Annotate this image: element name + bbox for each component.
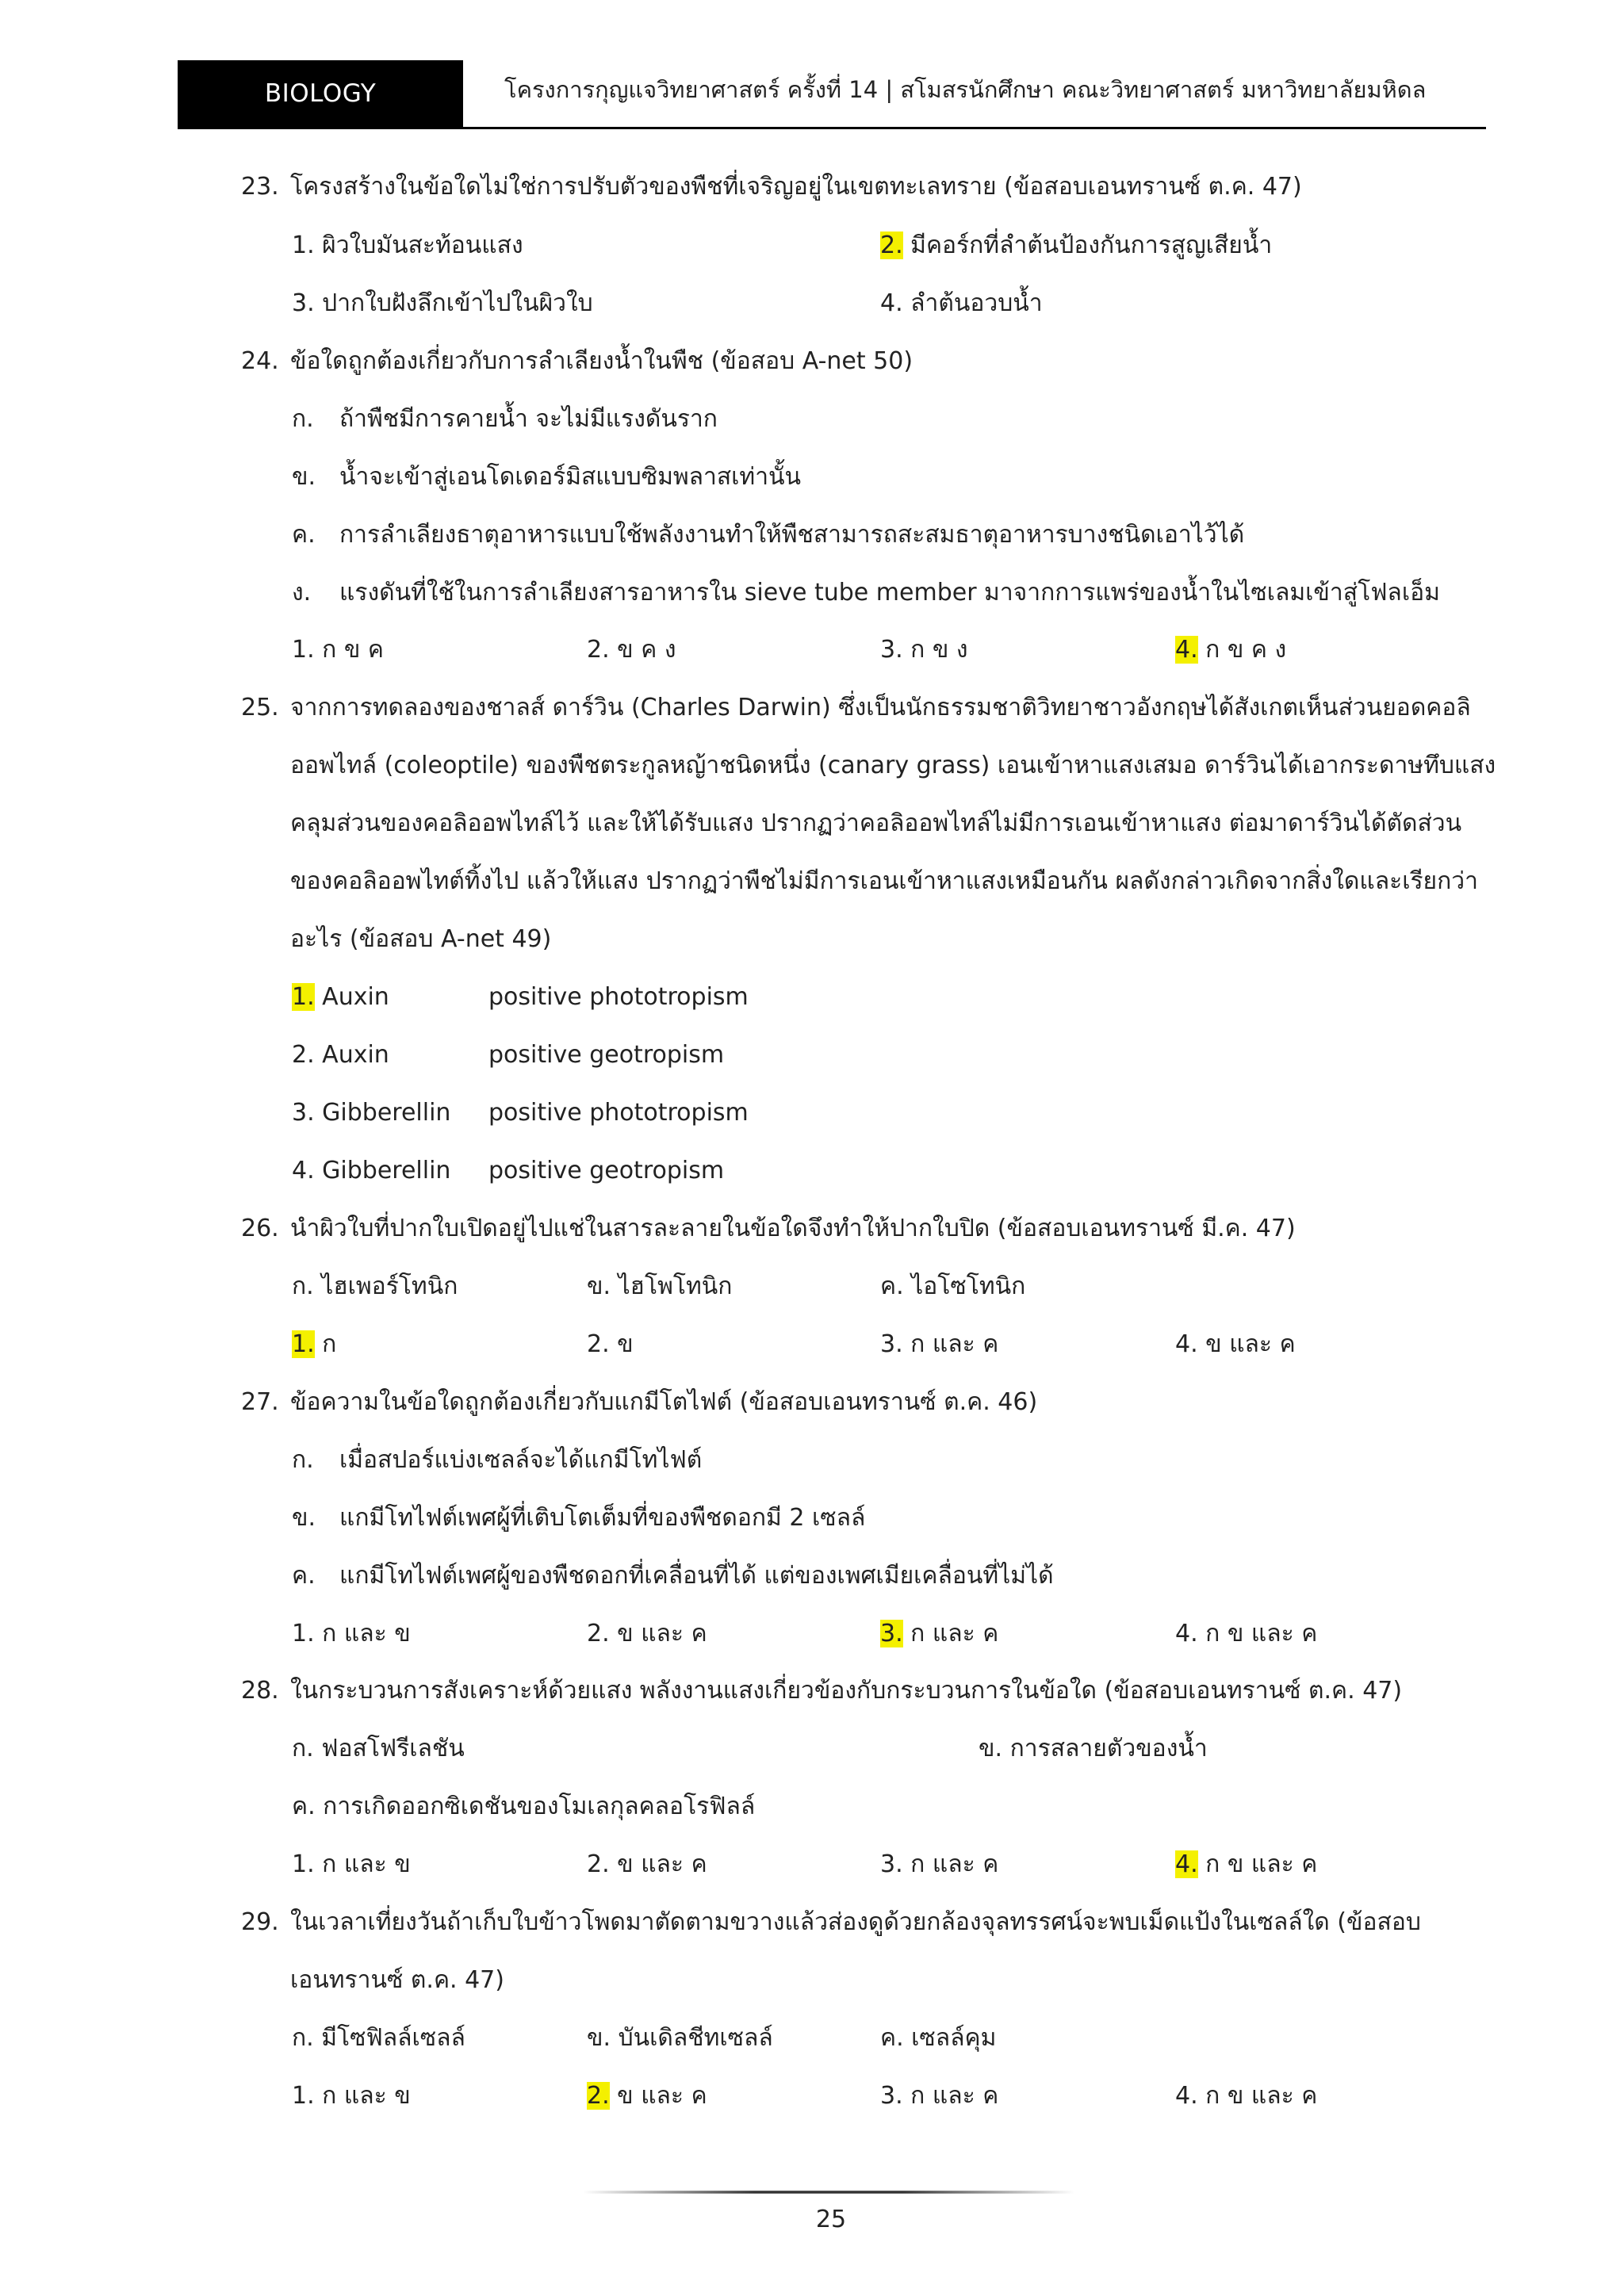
choice: 1. ก และ ข [292, 1850, 411, 1878]
choice: 4. ก ข และ ค [1175, 2082, 1318, 2110]
statement: ค. ไอโซโทนิก [880, 1272, 1026, 1300]
choice: 2. ข [587, 1330, 634, 1358]
choice-correct: 4. ก ข และ ค [1175, 1850, 1318, 1878]
choice: 1. ผิวใบมันสะท้อนแสง [292, 232, 523, 259]
statement-mark: ก. [292, 1446, 314, 1474]
statement-mark: ง. [292, 579, 312, 607]
choice: 1. ก ข ค [292, 636, 384, 664]
choice: 3. ก และ ค [880, 1330, 999, 1358]
choice-detail: positive phototropism [488, 983, 749, 1011]
question-number: 24. [241, 347, 279, 375]
choice: 4. ก ข และ ค [1175, 1620, 1318, 1647]
statement: ก. ไฮเพอร์โทนิก [292, 1272, 458, 1300]
choice: 2. ข ค ง [587, 636, 676, 664]
question-text: ออพไทล์ (coleoptile) ของพืชตระกูลหญ้าชนิดหนึ่ง (canary grass) เอนเข้าหาแสงเสมอ ดาร์วินได้เอากระดาษทึบแสง [290, 752, 1496, 779]
statement-mark: ก. [292, 405, 314, 433]
choice-detail: positive phototropism [488, 1099, 749, 1127]
choice: 1. ก และ ข [292, 2082, 411, 2110]
statement-text: ถ้าพืชมีการคายน้ำ จะไม่มีแรงดันราก [339, 405, 718, 433]
question-text: ของคอลิออพไทต์ทิ้งไป แล้วให้แสง ปรากฏว่าพืชไม่มีการเอนเข้าหาแสงเหมือนกัน ผลดังกล่าวเกิดจากสิ่งใดและเรียกว่า [290, 867, 1478, 895]
statement-text: แกมีโทไฟต์เพศผู้ที่เติบโตเต็มที่ของพืชดอกมี 2 เซลล์ [339, 1504, 866, 1532]
question-number: 26. [241, 1215, 279, 1242]
header-title: โครงการกุญแจวิทยาศาสตร์ ครั้งที่ 14 | สโมสรนักศึกษา คณะวิทยาศาสตร์ มหาวิทยาลัยมหิดล [504, 76, 1427, 103]
statement-text: น้ำจะเข้าสู่เอนโดเดอร์มิสแบบซิมพลาสเท่านั้น [339, 463, 802, 491]
question-text: คลุมส่วนของคอลิออพไทล์ไว้ และให้ได้รับแสง ปรากฏว่าคอลิออพไทล์ไม่มีการเอนเข้าหาแสง ต่อมาดาร์วินได้ตัดส่วน [290, 809, 1462, 837]
statement: ข. บันเดิลชีทเซลล์ [587, 2024, 773, 2052]
statement-text: แกมีโทไฟต์เพศผู้ของพืชดอกที่เคลื่อนที่ได้ แต่ของเพศเมียเคลื่อนที่ไม่ได้ [339, 1562, 1054, 1590]
answer-highlight: 4. [1175, 636, 1198, 664]
statement-mark: ค. [292, 1562, 316, 1590]
question-text: โครงสร้างในข้อใดไม่ใช่การปรับตัวของพืชที่เจริญอยู่ในเขตทะเลทราย (ข้อสอบเอนทรานซ์ ต.ค. 47) [290, 173, 1302, 201]
answer-highlight: 1. [292, 1330, 315, 1358]
choice-correct: 2. มีคอร์กที่ลำต้นป้องกันการสูญเสียน้ำ [880, 232, 1273, 259]
question-number: 27. [241, 1388, 279, 1416]
subject-badge [178, 60, 463, 127]
statement: ข. ไฮโพโทนิก [587, 1272, 733, 1300]
question-number: 29. [241, 1908, 279, 1936]
choice-correct: 1. Auxin [292, 983, 389, 1011]
choice: 2. ข และ ค [587, 1620, 707, 1647]
answer-highlight: 4. [1175, 1850, 1198, 1878]
page-number: 25 [815, 2206, 847, 2233]
question-text: จากการทดลองของชาลส์ ดาร์วิน (Charles Darwin) ซึ่งเป็นนักธรรมชาติวิทยาชาวอังกฤษได้สังเกตเห็นส่วนยอดคอลิ [290, 694, 1471, 721]
choice: 4. ข และ ค [1175, 1330, 1296, 1358]
statement: ค. การเกิดออกซิเดชันของโมเลกุลคลอโรฟิลล์ [292, 1793, 756, 1820]
header-divider [178, 127, 1486, 129]
choice: 1. ก และ ข [292, 1620, 411, 1647]
question-text: เอนทรานซ์ ต.ค. 47) [290, 1966, 504, 1994]
question-text: ข้อความในข้อใดถูกต้องเกี่ยวกับแกมีโตไฟต์ (ข้อสอบเอนทรานซ์ ต.ค. 46) [290, 1388, 1038, 1416]
subject-label: BIOLOGY [264, 79, 377, 108]
statement-text: แรงดันที่ใช้ในการลำเลียงสารอาหารใน sieve tube member มาจากการแพร่ของน้ำในไซเลมเข้าสู่โฟลเอ็ม [339, 579, 1440, 607]
choice-correct: 3. ก และ ค [880, 1620, 999, 1647]
choice: 4. ลำต้นอวบน้ำ [880, 289, 1043, 317]
question-text: อะไร (ข้อสอบ A-net 49) [290, 925, 552, 953]
answer-highlight: 2. [880, 232, 903, 259]
choice: 3. ปากใบฝังลึกเข้าไปในผิวใบ [292, 289, 593, 317]
question-number: 28. [241, 1677, 279, 1705]
statement: ก. มีโซฟิลล์เซลล์ [292, 2024, 465, 2052]
choice: 2. ข และ ค [587, 1850, 707, 1878]
choice: 3. ก ข ง [880, 636, 968, 664]
choice-detail: positive geotropism [488, 1041, 725, 1069]
statement: ก. ฟอสโฟรีเลชัน [292, 1735, 465, 1762]
choice: 3. Gibberellin [292, 1099, 451, 1127]
answer-highlight: 2. [587, 2082, 610, 2110]
choice-correct: 4. ก ข ค ง [1175, 636, 1287, 664]
question-text: ข้อใดถูกต้องเกี่ยวกับการลำเลียงน้ำในพืช (ข้อสอบ A-net 50) [290, 347, 914, 375]
answer-highlight: 1. [292, 983, 315, 1011]
choice-correct: 1. ก [292, 1330, 337, 1358]
question-number: 23. [241, 173, 279, 201]
statement-mark: ค. [292, 521, 316, 549]
question-text: นำผิวใบที่ปากใบเปิดอยู่ไปแช่ในสารละลายในข้อใดจึงทำให้ปากใบปิด (ข้อสอบเอนทรานซ์ มี.ค. 47) [290, 1215, 1296, 1242]
choice: 3. ก และ ค [880, 1850, 999, 1878]
question-text: ในเวลาเที่ยงวันถ้าเก็บใบข้าวโพดมาตัดตามขวางแล้วส่องดูด้วยกล้องจุลทรรศน์จะพบเม็ดแป้งในเซลล์ใด (ข้อสอบ [290, 1908, 1421, 1936]
statement-mark: ข. [292, 1504, 316, 1532]
answer-highlight: 3. [880, 1620, 903, 1647]
choice-detail: positive geotropism [488, 1157, 725, 1184]
statement-text: เมื่อสปอร์แบ่งเซลล์จะได้แกมีโทไฟต์ [339, 1446, 703, 1474]
choice: 4. Gibberellin [292, 1157, 451, 1184]
choice: 3. ก และ ค [880, 2082, 999, 2110]
choice: 2. Auxin [292, 1041, 389, 1069]
statement: ข. การสลายตัวของน้ำ [979, 1735, 1208, 1762]
statement-text: การลำเลียงธาตุอาหารแบบใช้พลังงานทำให้พืชสามารถสะสมธาตุอาหารบางชนิดเอาไว้ได้ [339, 521, 1245, 549]
choice-correct: 2. ข และ ค [587, 2082, 707, 2110]
question-number: 25. [241, 694, 279, 721]
statement: ค. เซลล์คุม [880, 2024, 997, 2052]
statement-mark: ข. [292, 463, 316, 491]
question-text: ในกระบวนการสังเคราะห์ด้วยแสง พลังงานแสงเกี่ยวข้องกับกระบวนการในข้อใด (ข้อสอบเอนทรานซ์ ต.ค. 47) [290, 1677, 1403, 1705]
footer-divider [583, 2191, 1074, 2194]
